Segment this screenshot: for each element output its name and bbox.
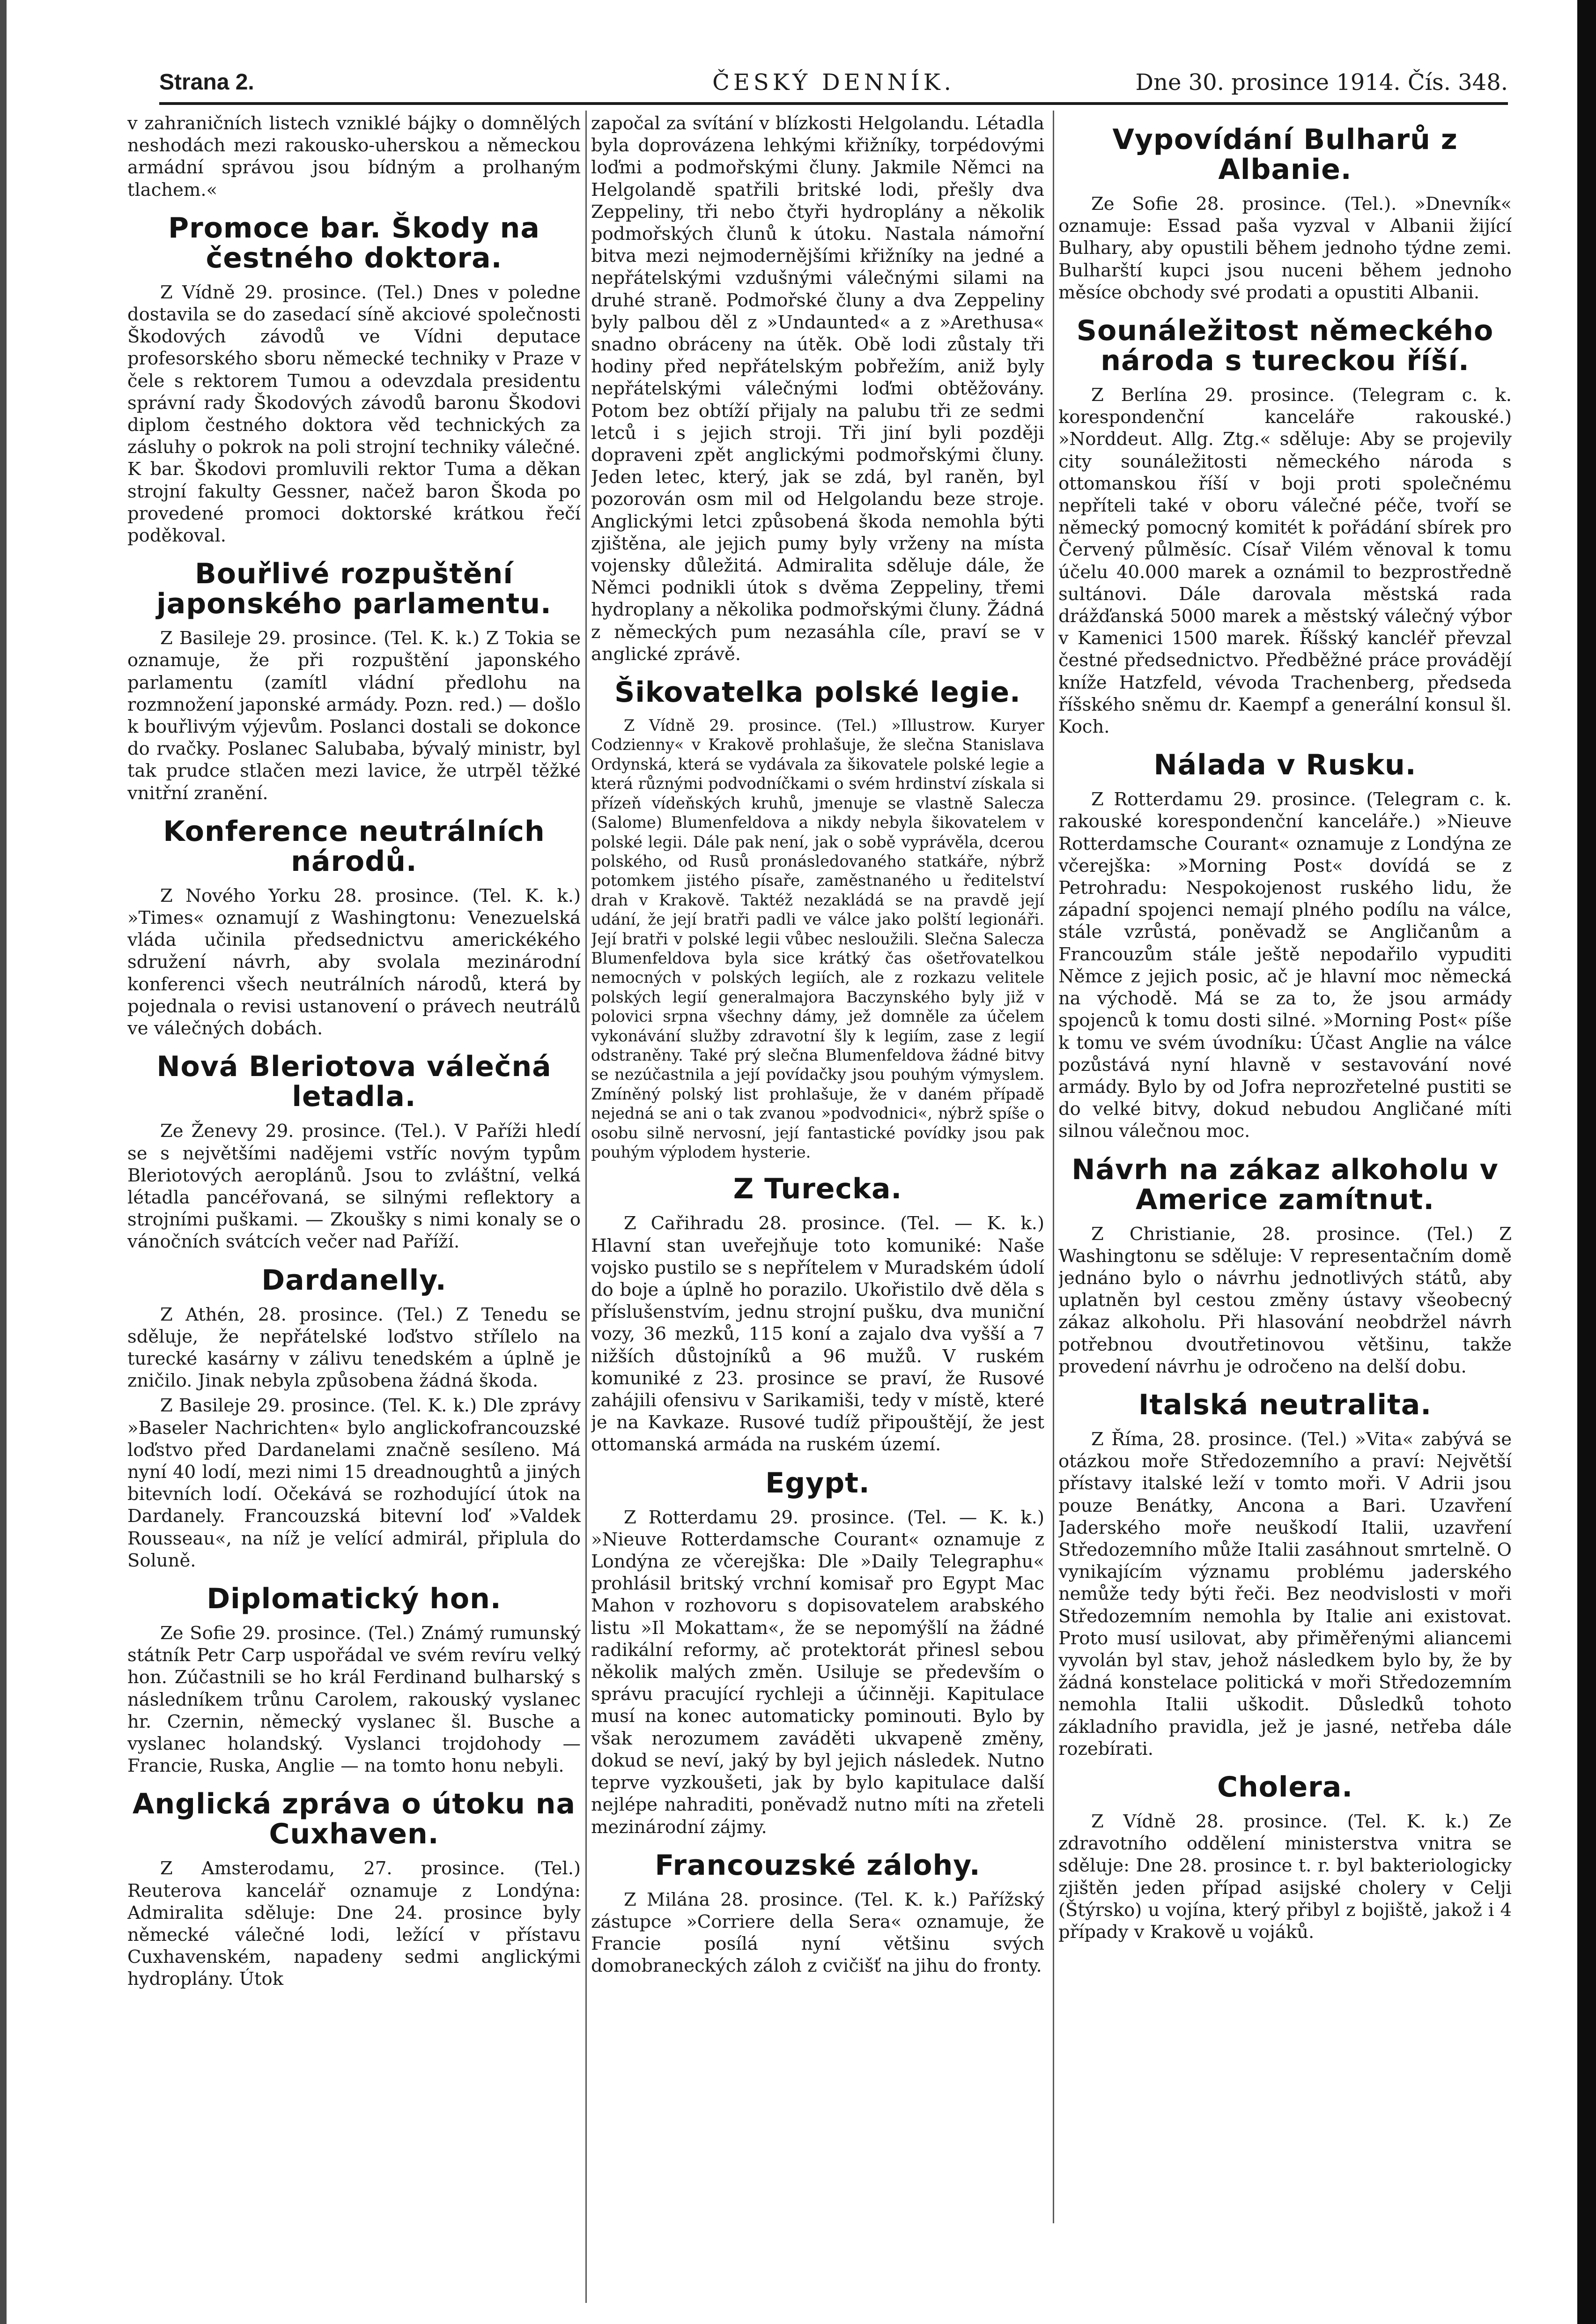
- article-headline: Šikovatelka polské legie.: [614, 676, 1021, 709]
- column-1-articles: [127, 213, 581, 1990]
- article-headline: Nálada v Rusku.: [1153, 749, 1417, 782]
- article-paragraph: Z Basileje 29. prosince. (Tel. K. k.) Dle zprávy »Baseler Nachrichten« bylo anglickofrancouzské loďstvo před Dardanelami značně sesíleno. Má nyní 40 lodí, mezi nimi 15 dreadnoughtů a jiných bitevních lodí. Očekává se rozhodující útok na Dardanely. Francouzská bitevní loď »Valdek Rousseau«, na níž je velící admirál, připlula do Soluně.: [127, 1395, 581, 1571]
- column-divider: [1053, 111, 1054, 2223]
- article-paragraph: Ze Ženevy 29. prosince. (Tel.). V Paříži hledí se s největšími nadějemi vstříc novým typům Bleriotových aeroplánů. Jsou to zvláštní, velká létadla pancéřovaná, se silnými reflektory a strojními puškami. — Zkoušky s nimi konaly se o vánočních svátcích večer nad Paříží.: [127, 1121, 581, 1253]
- article: [591, 1468, 1044, 1838]
- article-headline: Egypt.: [765, 1466, 870, 1500]
- column-3: [1058, 112, 1512, 2309]
- article-paragraph: Z Basileje 29. prosince. (Tel. K. k.) Z Tokia se oznamuje, že při rozpuštění japonského parlamentu (zamítl vládní předlohu na rozmnožení japonské armády. Pozn. red.) — došlo k bouřlivým výjevům. Poslanci dostali se dokonce do rvačky. Poslanec Salubaba, bývalý ministr, byl tak prudce stlačen mezi lavice, že utrpěl těžké vnitřní zranění.: [127, 628, 581, 804]
- article-paragraph: Z Vídně 28. prosince. (Tel. K. k.) Ze zdravotního oddělení ministerstva vnitra se sděluje: Dne 28. prosince t. r. byl bakteriologicky zjištěn jeden případ asijské cholery v Celji (Štýrsko) u vojína, který přibyl z bojiště, jakož i 4 případy v Krakově u vojáků.: [1058, 1811, 1512, 1943]
- article-headline: Anglická zpráva o útoku na Cuxhaven.: [133, 1788, 576, 1851]
- article-paragraph: Z Berlína 29. prosince. (Telegram c. k. korespondenční kanceláře rakouské.) »Norddeut. Allg. Ztg.« sděluje: Aby se projevily city sounáležitosti německého národa s ottomanskou říší v boji proti společnému nepříteli také v oboru válečné péče, tvoří se německý pomocný komitét k pořádání sbírek pro Červený půlměsíc. Císař Vilém věnoval k tomu účelu 40.000 marek a oznámil to bezprostředně sultánovi. Dále darovala městská rada drážďanská 5000 marek a městský válečný výbor v Kamenici 1500 marek. Říšský kancléř převzal čestné předsednictvo. Předběžné práce provádějí kníže Hatzfeld, vévoda Trachenberg, předseda říšského sněmu dr. Kaempf a generální konsul šl. Koch.: [1058, 385, 1512, 738]
- article: [1058, 316, 1512, 738]
- article: [1058, 750, 1512, 1142]
- column-3-articles: [1058, 125, 1512, 1943]
- column-2-intro: započal za svítání v blízkosti Helgolandu. Létadla byla doprovázena lehkými křižníky, torpédovými loďmi a podmořskými čluny. Jakmile Němci na Helgolandě spatřili britské lodi, přešly dva Zeppeliny, tři nebo čtyři hydroplány a několik podmořských člunů k útoku. Nastala námořní bitva mezi nejmodernějšími křižníky na jedné a nepřátelskými vzdušnými válečnými silami na druhé straně. Podmořské čluny a dva Zeppeliny byly palbou děl z »Undaunted« a z »Arethusa« snadno obráceny na útěk. Obě lodi zůstaly tři hodiny před nepřátelským pobřežím, aniž byly nepřátelskými válečnými loďmi obtěžovány. Potom bez obtíží přijaly na palubu tři ze sedmi letců i s jejich stroji. Tři jiní byli později dopraveni zpět anglickými podmořskými čluny. Jeden letec, který, jak se zdá, byl raněn, byl pozorován osm mil od Helgolandu beze stroje. Anglickými letci způsobená škoda nemohla býti zjištěna, ale jejich pumy byly vrženy na místa vojensky důležitá. Admiralita sděluje dále, že Němci podnikli útok s dvěma Zeppeliny, třemi hydroplany a několika podmořskými čluny. Žádná z německých pum nezasáhla cíle, praví se v anglické zprávě.: [591, 113, 1044, 665]
- article-headline: Diplomatický hon.: [207, 1582, 502, 1615]
- page-label: Strana 2.: [159, 70, 254, 95]
- article: [1058, 1772, 1512, 1943]
- column-divider: [585, 111, 587, 2303]
- article-paragraph: Ze Sofie 28. prosince. (Tel.). »Dnevník« oznamuje: Essad paša vyzval v Albanii žijící Bulhary, aby opustili během jednoho týdne zemi. Bulharští kupci jsou nuceni během jednoho měsíce obchody své prodati a opustiti Albanii.: [1058, 193, 1512, 303]
- article-paragraph: Z Amsterodamu, 27. prosince. (Tel.) Reuterova kancelář oznamuje z Londýna: Admiralita sděluje: Dne 24. prosince byly německé válečné lodi, ležící v přístavu Cuxhavenském, napadeny sedmi anglickými hydroplány. Útok: [127, 1858, 581, 1990]
- article: [1058, 1155, 1512, 1378]
- article: [127, 817, 581, 1039]
- article: [591, 677, 1044, 1162]
- article-headline: Francouzské zálohy.: [655, 1849, 981, 1882]
- article-headline: Cholera.: [1217, 1770, 1353, 1804]
- article: [127, 1265, 581, 1572]
- article: [1058, 1390, 1512, 1760]
- article-paragraph: Z Cařihradu 28. prosince. (Tel. — K. k.) Hlavní stan uveřejňuje toto komuniké: Naše vojsko pustilo se s nepřítelem v Muradském údolí do boje a úplně ho porazilo. Ukořistilo dvě děla s příslušenstvím, jednu strojní pušku, dva muniční vozy, 36 mezků, 115 koní a zajalo dva vyšší a 7 nižších důstojníků a 96 mužů. V ruském komuniké z 23. prosince se praví, že Rusové zahájili ofensivu v Sarikamiši, tedy v místě, které je na Kavkaze. Rusové tudíž připouštějí, že jest ottomanská armáda na ruském území.: [591, 1213, 1044, 1455]
- article: [591, 1850, 1044, 1977]
- article-paragraph: Z Athén, 28. prosince. (Tel.) Z Tenedu se sděluje, že nepřátelské loďstvo střílelo na turecké kasárny v zálivu tenedském a úplně je zničilo. Jinak nebyla způsobena žádná škoda.: [127, 1304, 581, 1392]
- article: [127, 1789, 581, 1990]
- column-2-articles: [591, 677, 1044, 1977]
- masthead: [159, 64, 1508, 101]
- article-paragraph: Z Vídně 29. prosince. (Tel.) Dnes v poledne dostavila se do zasedací síně akciové společnosti Škodových závodů ve Vídni deputace profesorského sboru německé techniky v Praze v čele s rektorem Tumou a odevzdala presidentu správní rady Škodových závodů baronu Škodovi diplom čestného doktora věd technických za zásluhy o pokrok na poli strojní techniky válečné. K bar. Škodovi promluvili rektor Tuma a děkan strojní fakulty Gessner, načež baron Škoda po provedené promoci doktorské krátkou řečí poděkoval.: [127, 282, 581, 547]
- article: [127, 1584, 581, 1777]
- article-headline: Dardanelly.: [261, 1263, 447, 1297]
- article-headline: Návrh na zákaz alkoholu v Americe zamítnut.: [1071, 1153, 1499, 1216]
- article: [591, 1174, 1044, 1455]
- column-1: [127, 112, 581, 2309]
- article-paragraph: Z Christianie, 28. prosince. (Tel.) Z Washingtonu se sděluje: V representačním domě jednáno bylo o návrhu jednotlivých států, aby uplatněn byl cestou změny ústavy všeobecný zákaz alkoholu. Při hlasování neobdržel návrh potřebnou dvoutřetinovou většinu, takže provedení návrhu je odročeno na delší dobu.: [1058, 1223, 1512, 1377]
- article-paragraph: Ze Sofie 29. prosince. (Tel.) Známý rumunský státník Petr Carp uspořádal ve svém revíru velký hon. Zúčastnili se ho král Ferdinand bulharský s následníkem trůnu Carolem, rakouský vyslanec hr. Czernin, německý vyslanec šl. Busche a vyslanec holandský. Vyslanci trojdohody — Francie, Ruska, Anglie — na tomto honu nebyli.: [127, 1622, 581, 1777]
- article-headline: Z Turecka.: [733, 1173, 902, 1206]
- article-paragraph: Z Milána 28. prosince. (Tel. K. k.) Pařížský zástupce »Corriere della Sera« oznamuje, že Francie posílá nyní většinu svých domobraneckých záloh z cvičišť na jihu do fronty.: [591, 1889, 1044, 1977]
- article: [127, 559, 581, 804]
- article-paragraph: Z Rotterdamu 29. prosince. (Tel. — K. k.) »Nieuve Rotterdamsche Courant« oznamuje z Londýna ze včerejška: Dle »Daily Telegraphu« prohlásil britský vrchní komisař pro Egypt Mac Mahon v rozhovoru s dopisovatelem arabského listu »Il Mokattam«, že se nepomýšlí na žádné radikální reformy, ač protektorát přinesl sebou několik malých změn. Usiluje se především o správu pracující rychleji a účinněji. Kapitulace musí na konec automaticky pominouti. Bylo by však nerozumem zaváděti ukvapeně změny, dokud se neví, jaký by byl jejich následek. Nutno teprve vyzkoušeti, jak by bylo kapitulace další nejlépe nahraditi, poněvadž nutno míti na zřeteli mezinárodní zájmy.: [591, 1507, 1044, 1838]
- article-headline: Sounáležitost německého národa s tureckou říší.: [1076, 314, 1494, 378]
- article: [127, 213, 581, 547]
- article: [1058, 125, 1512, 304]
- article-paragraph: Z Nového Yorku 28. prosince. (Tel. K. k.) »Times« oznamují z Washingtonu: Venezuelská vláda učinila předsednictvu americkékého sdružení návrh, aby svolala mezinárodní konferenci všech neutrálních národů, která by pojednala o revisi ustanovení o právech neutrálů ve válečných dobách.: [127, 885, 581, 1039]
- date-issue: Dne 30. prosince 1914. Čís. 348.: [1135, 69, 1508, 96]
- column-1-intro: v zahraničních listech vzniklé bájky o domnělých neshodách mezi rakousko-uherskou a německou armádní správou jsou bídným a prolhaným tlachem.«: [127, 113, 581, 200]
- masthead-title: ČESKÝ DENNÍK.: [712, 69, 955, 96]
- article-headline: Italská neutralita.: [1138, 1388, 1432, 1421]
- column-2: [591, 112, 1044, 2309]
- masthead-rule: [159, 102, 1508, 105]
- article-headline: Promoce bar. Škody na čestného doktora.: [168, 211, 540, 275]
- article-headline: Bouřlivé rozpuštění japonského parlamentu.: [156, 557, 552, 621]
- scan-border-left: [0, 0, 7, 2324]
- article: [127, 1052, 581, 1253]
- scan-border-right: [1577, 0, 1596, 2324]
- article-headline: Nová Bleriotova válečná letadla.: [156, 1050, 552, 1114]
- article-headline: Konference neutrálních národů.: [163, 815, 545, 878]
- article-paragraph: Z Říma, 28. prosince. (Tel.) »Vita« zabývá se otázkou moře Středozemního a praví: Největší přístavy italské leží v tomto moři. V Adrii jsou pouze Benátky, Ancona a Bari. Uzavření Jaderského moře neuškodí Italii, uzavření Středozemního může Italii zasáhnout smrtelně. O vynikajícím významu problému jaderského nemůže tedy býti řeči. Bez neodvislosti v moři Středozemním nemohla by Italie ani existovat. Proto musí usilovat, aby přiměřenými aliancemi vyvolán byl stav, jehož následkem bylo by, že by žádná konstelace politická v moři Středozemním nemohla Italii uškodit. Důsledků tohoto základního pravidla, jež je jasné, netřeba dále rozebírati.: [1058, 1428, 1512, 1760]
- article-paragraph: Z Rotterdamu 29. prosince. (Telegram c. k. rakouské korespondenční kanceláře.) »Nieuve Rotterdamsche Courant« oznamuje z Londýna ze včerejška: »Morning Post« dovídá se z Petrohradu: Nespokojenost ruského lidu, že západní spojenci nemají plného podílu na válce, stále vzrůstá, poněvadž se Angličanům a Francouzům stále ještě nepodařilo vypuditi Němce z jejich posic, ač je hlavní moc německá na východě. Má se za to, že jsou armády spojenců k tomu dosti silné. »Morning Post« píše k tomu ve svém úvodníku: Účast Anglie na válce pozůstává nyní hlavně v sestavování nové armády. Bylo by od Jofra neprozřetelné pustiti se do velké bitvy, dokud nebudou Angličané míti silnou válečnou moc.: [1058, 789, 1512, 1142]
- article-paragraph: Z Vídně 29. prosince. (Tel.) »Illustrow. Kuryer Codzienny« v Krakově prohlašuje, že slečna Stanislava Ordynská, která se vydávala za šikovatele polské legie a která různými podvodníčkami o svém hrdinství získala si přízeň vídeňských kruhů, jmenuje se vlastně Salecza (Salome) Blumenfeldova a nikdy nebyla šikovatelem v polské legii. Dále pak není, jak o sobě vyprávěla, dcerou polského, od Rusů pronásledovaného statkáře, nýbrž potomkem jistého písaře, zaměstnaného u ředitelství drah v Krakově. Taktéž nezakládá se na pravdě její udání, že její bratři padli ve válce jako polští legionáři. Její bratři v polské legii vůbec nesloužili. Slečna Salecza Blumenfeldova byla sice krátký čas ošetřovatelkou nemocných v polských legiích, ale z rozkazu velitele polských legií generalmajora Baczynského byly již v polovici srpna všechny dámy, jež domněle za účelem vykonávání služby zdravotní šly k legiím, zase z legií odstraněny. Také prý slečna Blumenfeldova žádné bitvy se nezúčastnila a její povídačky jsou pouhým výmyslem. Zmíněný polský list prohlašuje, že v daném případě nejedná se ani o tak zvanou »podvodnici«, nýbrž spíše o osobu silně nervosní, její fantastické povídky jsou pak pouhým výplodem hysterie.: [591, 716, 1044, 1162]
- article-headline: Vypovídání Bulharů z Albanie.: [1112, 123, 1458, 186]
